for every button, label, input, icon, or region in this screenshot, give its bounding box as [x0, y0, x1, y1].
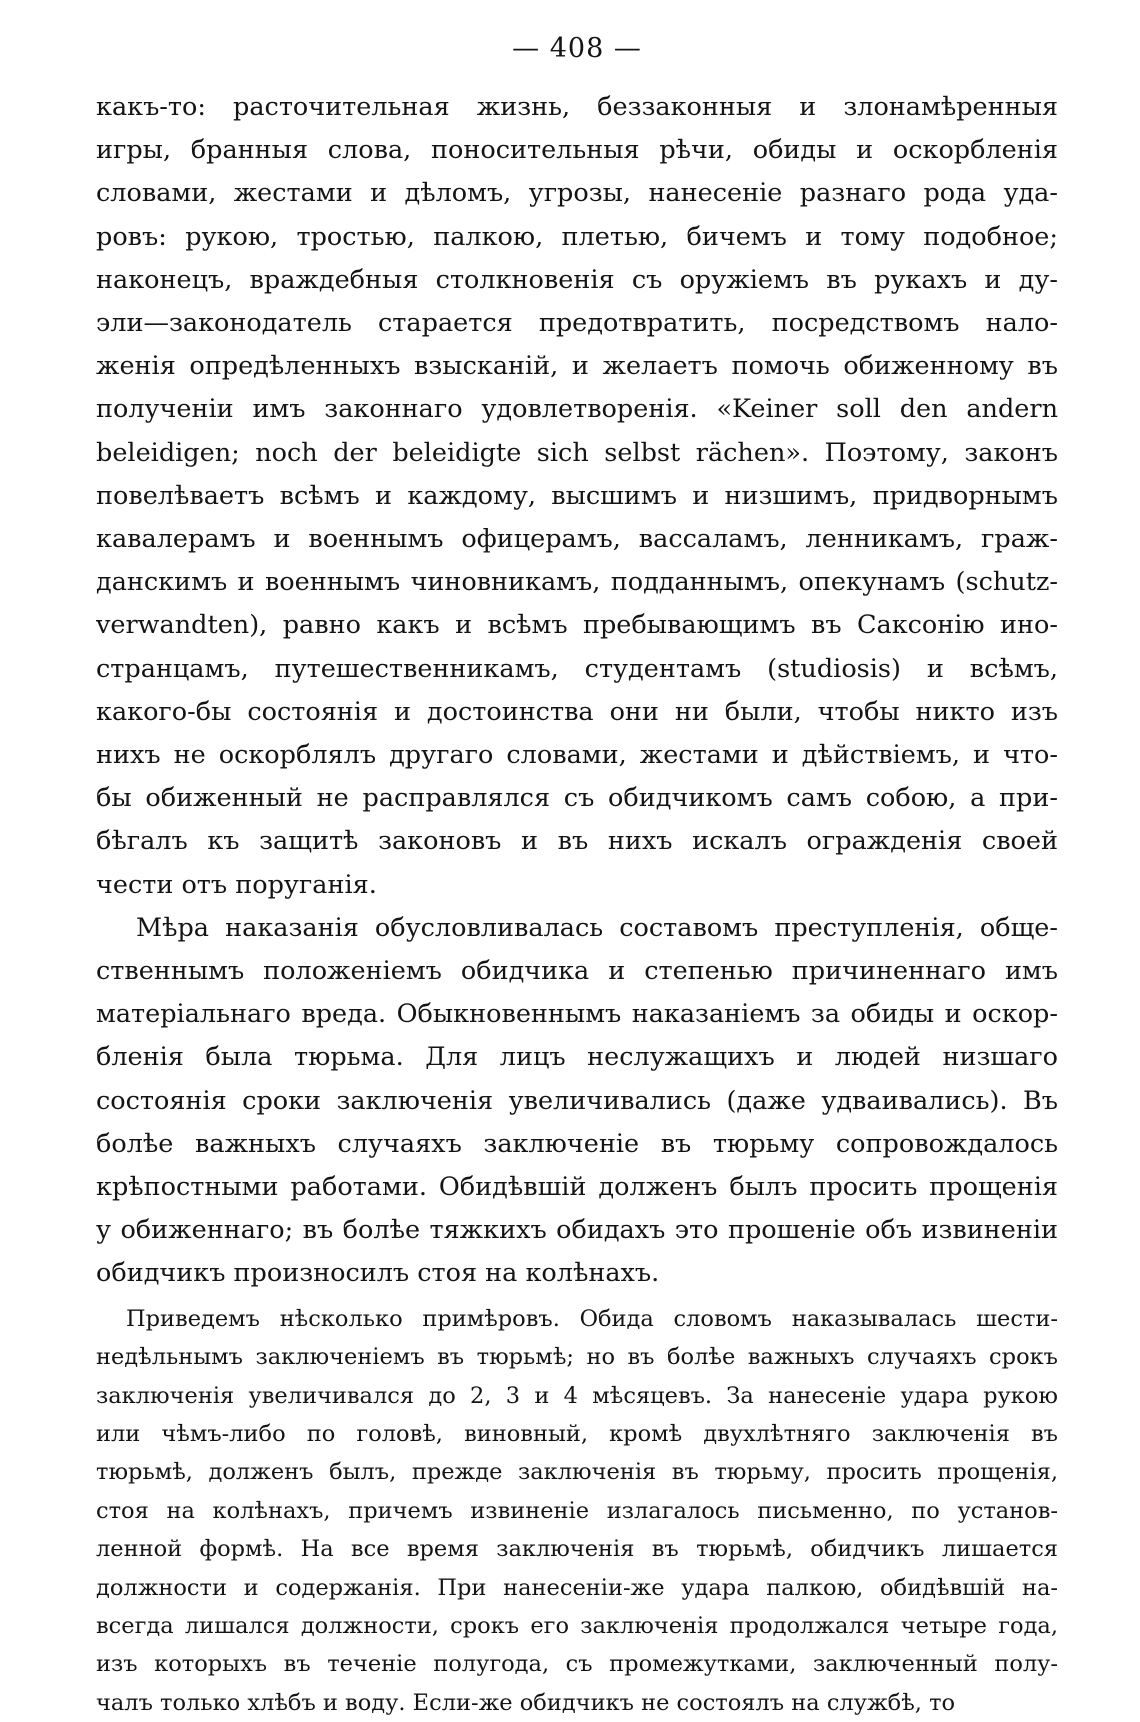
- text-line: данскимъ и военнымъ чиновникамъ, подданнымъ, опекунамъ (schutz-: [96, 567, 1058, 598]
- text-line: должности и содержанія. При нанесеніи-же удара палкою, обидѣвшій на-: [96, 1574, 1058, 1601]
- text-line: крѣпостными работами. Обидѣвшій долженъ былъ просить прощенія: [96, 1172, 1058, 1203]
- text-line: игры, бранныя слова, поносительныя рѣчи, обиды и оскорбленія: [96, 135, 1058, 166]
- text-line: кавалерамъ и военнымъ офицерамъ, вассаламъ, ленникамъ, граж-: [96, 524, 1058, 555]
- text-line: всегда лишался должности, срокъ его заключенія продолжался четыре года,: [96, 1612, 1058, 1639]
- text-line: какъ-то: расточительная жизнь, беззаконныя и злонамѣренныя: [96, 92, 1058, 122]
- text-line: повелѣваетъ всѣмъ и каждому, высшимъ и низшимъ, придворнымъ: [96, 480, 1058, 511]
- text-line: стоя на колѣнахъ, причемъ извиненіе излагалось письменно, по установ-: [96, 1497, 1058, 1524]
- text-line: verwandten), равно какъ и всѣмъ пребывающимъ въ Саксонію ино-: [96, 610, 1058, 641]
- text-line: тюрьмѣ, долженъ былъ, прежде заключенія въ тюрьму, просить прощенія,: [96, 1459, 1058, 1486]
- text-line: заключенія увеличивался до 2, 3 и 4 мѣсяцевъ. За нанесеніе удара рукою: [96, 1382, 1058, 1409]
- text-line: чалъ только хлѣбъ и воду. Если-же обидчикъ не состоялъ на службѣ, то: [96, 1689, 956, 1716]
- text-line: странцамъ, путешественникамъ, студентамъ (studiosis) и всѣмъ,: [96, 653, 1058, 684]
- text-line: beleidigen; noch der beleidigte sich selbst rächen». Поэтому, законъ: [96, 437, 1058, 468]
- text-line: матеріальнаго вреда. Обыкновеннымъ наказаніемъ за обиды и оскор-: [96, 999, 1058, 1030]
- page-number: — 408 —: [512, 33, 642, 64]
- paragraph-1: [96, 86, 1058, 907]
- text-line: Приведемъ нѣсколько примѣровъ. Обида словомъ наказывалась шести-: [126, 1305, 1058, 1332]
- paragraph-3: [96, 1300, 1058, 1722]
- text-line: бленія была тюрьма. Для лицъ неслужащихъ и людей низшаго: [96, 1042, 1058, 1073]
- text-line: чести отъ поруганія.: [96, 869, 377, 900]
- text-line: недѣльнымъ заключеніемъ въ тюрьмѣ; но въ болѣе важныхъ случаяхъ срокъ: [96, 1344, 1058, 1371]
- text-line: какого-бы состоянія и достоинства они ни были, чтобы никто изъ: [96, 696, 1058, 727]
- text-line: Мѣра наказанія обусловливалась составомъ преступленія, обще-: [136, 912, 1058, 943]
- text-line: нихъ не оскорблялъ другаго словами, жестами и дѣйствіемъ, и что-: [96, 740, 1058, 771]
- text-line: наконецъ, враждебныя столкновенія съ оружіемъ въ рукахъ и ду-: [96, 264, 1058, 295]
- text-line: бы обиженный не расправлялся съ обидчикомъ самъ собою, а при-: [96, 783, 1058, 814]
- text-line: изъ которыхъ въ теченіе полугода, съ промежутками, заключенный полу-: [96, 1651, 1058, 1678]
- text-line: ленной формѣ. На все время заключенія въ тюрьмѣ, обидчикъ лишается: [96, 1536, 1058, 1563]
- text-line: эли—законодатель старается предотвратить, посредствомъ нало-: [96, 308, 1058, 339]
- text-line: обидчикъ произносилъ стоя на колѣнахъ.: [96, 1258, 660, 1289]
- paragraph-2: [96, 907, 1058, 1296]
- text-line: бѣгалъ къ защитѣ законовъ и въ нихъ искалъ огражденія своей: [96, 826, 1058, 857]
- text-line: женія опредѣленныхъ взысканій, и желаетъ помочь обиженному въ: [96, 351, 1058, 382]
- text-line: словами, жестами и дѣломъ, угрозы, нанесеніе разнаго рода уда-: [96, 178, 1058, 209]
- text-line: состоянія сроки заключенія увеличивались (даже удваивались). Въ: [96, 1085, 1058, 1116]
- text-line: полученіи имъ законнаго удовлетворенія. «Keiner soll den andern: [96, 394, 1058, 425]
- text-line: болѣе важныхъ случаяхъ заключеніе въ тюрьму сопровождалось: [96, 1128, 1058, 1159]
- book-page: [96, 30, 1058, 1722]
- text-line: ственнымъ положеніемъ обидчика и степенью причиненнаго имъ: [96, 956, 1058, 987]
- text-line: ровъ: рукою, тростью, палкою, плетью, бичемъ и тому подобное;: [96, 221, 1058, 252]
- text-line: или чѣмъ-либо по головѣ, виновный, кромѣ двухлѣтняго заключенія въ: [96, 1420, 1058, 1447]
- text-line: у обиженнаго; въ болѣе тяжкихъ обидахъ это прошеніе объ извиненіи: [96, 1215, 1058, 1246]
